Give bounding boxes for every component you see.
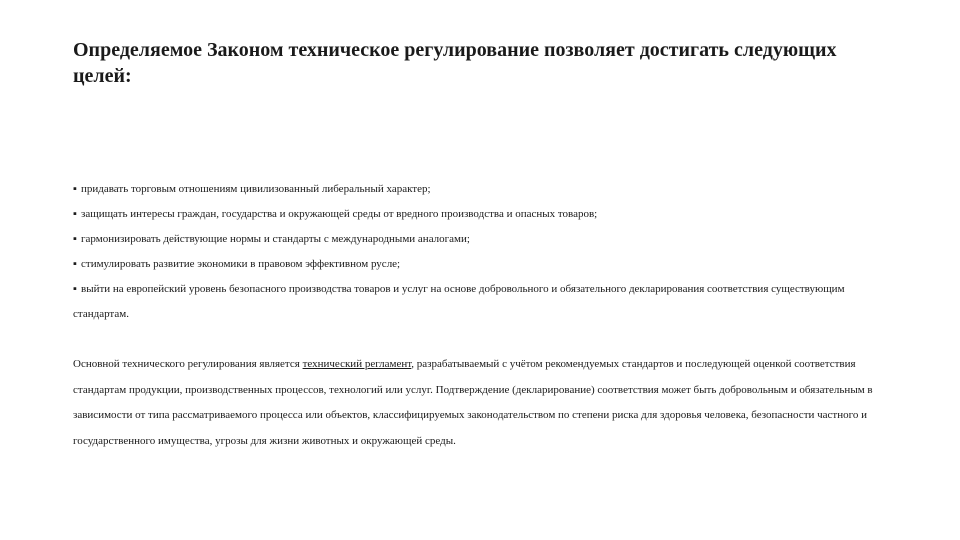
list-item: [73, 177, 893, 202]
list-item: [73, 277, 893, 327]
bullet-marker: ▪: [73, 183, 77, 195]
bullet-marker: ▪: [73, 233, 77, 245]
list-item-text: защищать интересы граждан, государства и окружающей среды от вредного производства и опасных товаров;: [81, 208, 598, 220]
list-item: [73, 202, 893, 227]
paragraph-text-start: Основной технического регулирования является: [73, 358, 303, 370]
technical-regulation-link[interactable]: технический регламент: [302, 358, 412, 370]
paragraph-text-end: , разрабатываемый с учётом рекомендуемых стандартов и последующей оценкой соответствия стандартам продукции, производственных процессов, технологий или услуг. Подтверждение (декларирование) соответствия может быть добровольным и обязательным в зависимости от типа рассматриваемого процесса или объектов, классифицируемых законодательством по степени риска для здоровья человека, безопасности частного и государственного имущества, угрозы для жизни животных и окружающей среды.: [73, 358, 873, 447]
bullet-marker: ▪: [73, 208, 77, 220]
bullet-marker: ▪: [73, 283, 77, 295]
list-item-text: стимулировать развитие экономики в правовом эффективном русле;: [81, 258, 401, 270]
list-item: [73, 252, 893, 277]
bullet-marker: ▪: [73, 258, 77, 270]
list-item-text: гармонизировать действующие нормы и стандарты с международными аналогами;: [81, 233, 470, 245]
list-item-text: выйти на европейский уровень безопасного производства товаров и услуг на основе добровольного и обязательного декларирования соответствия существующим стандартам.: [73, 283, 845, 320]
body-paragraph: [73, 352, 893, 454]
slide-title: Определяемое Законом техническое регулирование позволяет достигать следующих целей:: [73, 39, 837, 87]
goals-list: [73, 177, 893, 327]
list-item: [73, 227, 893, 252]
list-item-text: придавать торговым отношениям цивилизованный либеральный характер;: [81, 183, 431, 195]
